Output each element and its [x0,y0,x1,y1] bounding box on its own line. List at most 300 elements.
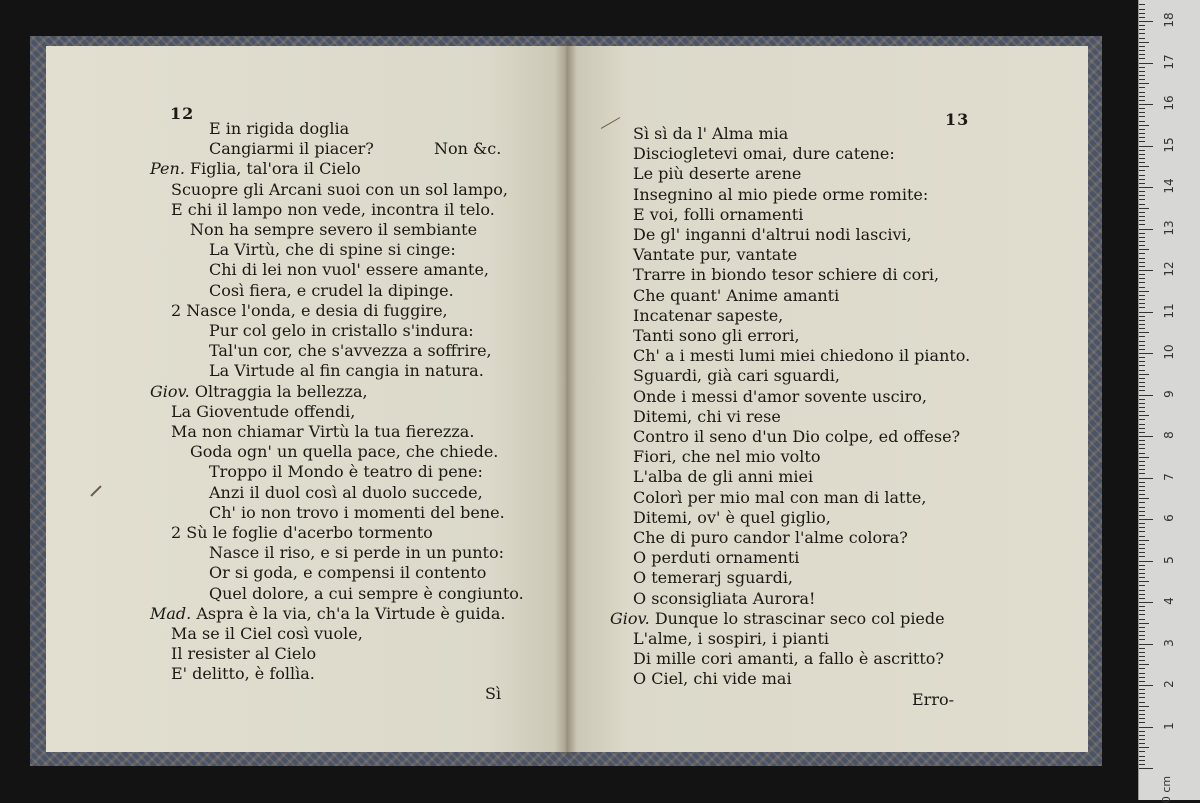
verse-line [171,302,448,320]
ruler-tick [1139,644,1153,645]
ruler-tick [1139,511,1145,512]
ruler-tick [1139,444,1145,445]
ruler-tick [1139,336,1145,337]
verse-text: Tanti sono gli errori, [633,326,800,345]
ruler-tick [1139,614,1145,615]
ruler-tick [1139,324,1145,325]
ruler-tick [1139,502,1145,503]
verse-line [633,266,939,284]
ruler-tick [1139,38,1145,39]
ruler-tick [1139,54,1145,55]
verse-text: Le più deserte arene [633,164,802,184]
verse-line [633,670,792,688]
verse-text: Incatenar sapeste, [633,305,784,325]
ruler-tick [1139,411,1145,412]
ruler-tick [1139,121,1145,122]
ruler-tick [1139,490,1145,491]
ruler-tick [1139,606,1145,607]
ruler-tick [1139,631,1145,632]
verse-line [209,322,474,340]
ruler-number: 6 [1162,514,1176,522]
ruler-tick [1139,548,1145,549]
ruler-tick [1139,602,1153,603]
ruler-tick [1139,133,1145,134]
ruler-tick [1139,428,1145,429]
ruler-tick [1139,17,1145,18]
ruler-tick [1139,25,1145,26]
verse-line [633,327,800,345]
ruler-tick [1139,681,1145,682]
ruler-tick [1139,365,1145,366]
ruler-tick [1139,320,1145,321]
speaker-name: Giov. [150,381,195,401]
verse-text: La Virtude al fin cangia in natura. [209,361,484,381]
ruler-tick [1139,478,1153,479]
ruler-tick [1139,660,1145,661]
ruler-tick [1139,448,1145,449]
ruler-tick [1139,104,1153,105]
ruler-tick [1139,457,1149,458]
ruler-tick [1139,652,1145,653]
ruler-tick [1139,453,1145,454]
ruler-tick [1139,756,1145,757]
verse-line [209,463,483,481]
ruler-tick [1139,137,1145,138]
stage-aside: Non &c. [434,139,502,159]
verse-line [209,544,504,562]
verse-line [171,423,474,441]
ruler-tick [1139,258,1145,259]
verse-line [150,605,505,623]
verse-text: Vantate pur, vantate [633,245,798,265]
ruler-tick [1139,179,1145,180]
ruler-tick [1139,668,1145,669]
ruler-tick [1139,556,1145,557]
ruler-tick [1139,527,1145,528]
verse-text: La Gioventude offendi, [171,401,356,421]
verse-text: Ma non chiamar Virtù la tua fierezza. [171,422,475,441]
ruler-tick [1139,204,1145,205]
verse-text: O temerarj sguardi, [633,568,794,588]
ruler-tick [1139,199,1145,200]
ruler-tick [1139,175,1145,176]
ruler-tick [1139,195,1145,196]
ruler-tick [1139,112,1145,113]
ruler-tick [1139,569,1145,570]
verse-line [633,549,799,567]
ruler-tick [1139,378,1145,379]
ruler-tick [1139,714,1145,715]
verse-line [633,650,944,668]
verse-line [209,342,492,360]
verse-text: Dunque lo strascinar seco col piede [654,608,945,628]
ruler-tick [1139,598,1145,599]
verse-line [633,206,803,224]
ruler-tick [1139,92,1145,93]
ruler-tick [1139,291,1149,292]
ruler-tick [1139,87,1145,88]
verse-line [633,489,926,507]
ruler-tick [1139,208,1149,209]
ruler-tick [1139,664,1149,665]
ruler-tick [1139,341,1145,342]
verse-text: L'alba de gli anni miei [633,467,814,487]
ruler-tick [1139,386,1145,387]
ruler-tick [1139,519,1153,520]
verse-line [171,201,495,219]
verse-text: Ma se il Ciel così vuole, [171,624,363,643]
ruler-number: 2 [1162,680,1176,688]
ruler-tick [1139,419,1145,420]
ruler-number: 7 [1162,472,1176,481]
ruler-tick [1139,220,1145,221]
verse-text: Cangiarmi il piacer? [209,139,374,159]
ruler-number: 15 [1162,136,1176,153]
ruler-tick [1139,274,1145,275]
ruler-tick [1139,33,1145,34]
verse-line [633,468,813,486]
ruler-tick [1139,407,1145,408]
verse-line [150,160,361,178]
ruler-tick [1139,540,1149,541]
verse-line [209,564,486,582]
ruler-tick [1139,731,1145,732]
ruler-tick [1139,552,1145,553]
ruler-tick [1139,67,1145,68]
speaker-name: Pen. [150,159,190,179]
ruler-tick [1139,345,1145,346]
ruler-tick [1139,627,1145,628]
verse-line [209,585,524,603]
ruler-number: 1 [1162,721,1176,730]
ruler-tick [1139,585,1145,586]
verse-text: De gl' inganni d'altrui nodi lascivi, [633,225,912,244]
ruler-tick [1139,610,1145,611]
ruler-tick [1139,689,1145,690]
ruler-tick [1139,245,1145,246]
ruler-tick [1139,594,1145,595]
ruler-tick [1139,299,1145,300]
ruler-tick [1139,96,1145,97]
ruler-tick [1139,42,1149,43]
ruler-tick [1139,46,1145,47]
verse-text: Figlia, tal'ora il Cielo [190,159,361,179]
verse-text: 2 Sù le foglie d'acerbo tormento [171,523,433,542]
verse-line [633,428,960,446]
verse-line [633,630,829,648]
verse-text: Il resister al Cielo [171,644,317,664]
ruler-number: 9 [1162,389,1176,398]
verse-text: Aspra è la via, ch'a la Virtude è guida. [196,603,506,623]
ruler-tick [1139,561,1153,562]
verse-line [171,403,355,421]
verse-line [610,610,945,628]
speaker-name: Giov. [610,608,655,628]
verse-text: E voi, folli ornamenti [633,204,804,224]
ruler-tick [1139,382,1145,383]
ruler-tick [1139,4,1145,5]
ruler-tick [1139,436,1153,437]
ruler-tick [1139,735,1145,736]
ruler-tick [1139,187,1153,188]
ruler-tick [1139,58,1145,59]
ruler-tick [1139,722,1145,723]
verse-line [633,246,797,264]
verse-line [633,388,927,406]
ruler-number: 5 [1162,555,1176,564]
ruler-tick [1139,170,1145,171]
ruler-tick [1139,403,1145,404]
ruler-tick [1139,399,1145,400]
verse-text: 2 Nasce l'onda, e desia di fuggire, [171,300,448,320]
ruler-tick [1139,747,1149,748]
ruler-tick [1139,727,1153,728]
ruler-tick [1139,710,1145,711]
ruler-number: 3 [1162,638,1176,647]
verse-text: Nasce il riso, e si perde in un punto: [209,543,504,563]
ruler-tick [1139,743,1145,744]
verse-text: L'alme, i sospiri, i pianti [633,629,829,648]
ruler-tick [1139,50,1145,51]
verse-text: Ditemi, ov' è quel giglio, [633,507,831,527]
ruler-tick [1139,768,1153,769]
ruler-tick [1139,440,1145,441]
verse-line [171,665,315,683]
verse-text: Così fiera, e crudel la dipinge. [209,280,454,300]
ruler-tick [1139,619,1145,620]
verse-text: O perduti ornamenti [633,548,800,568]
verse-line [633,408,781,426]
ruler-number: 17 [1162,53,1176,70]
verse-text: Trarre in biondo tesor schiere di cori, [633,265,940,285]
verse-line [633,226,912,244]
ruler-tick [1139,79,1145,80]
ruler-tick [1139,718,1145,719]
verse-text: La Virtù, che di spine si cinge: [209,240,456,260]
verse-line [633,165,801,183]
ruler-tick [1139,166,1149,167]
verse-text: Ditemi, chi vi rese [633,406,781,426]
ruler-tick [1139,498,1149,499]
ruler-tick [1139,374,1149,375]
ruler-tick [1139,129,1145,130]
ruler-tick [1139,531,1145,532]
ruler-tick [1139,760,1145,761]
verse-text: Non ha sempre severo il sembiante [190,220,478,239]
ruler-tick [1139,295,1145,296]
ruler-tick [1139,361,1145,362]
ruler-tick [1139,116,1145,117]
ruler-tick [1139,312,1153,313]
ruler-tick [1139,29,1145,30]
verse-text: E' delitto, è follìa. [171,664,315,684]
ruler-tick [1139,697,1145,698]
ruler-tick [1139,282,1145,283]
ruler-number: 12 [1162,261,1176,277]
ruler-tick [1139,486,1145,487]
verse-line [633,529,908,547]
verse-text: O sconsigliata Aurora! [633,588,816,608]
ruler-tick [1139,212,1145,213]
ruler-tick [1139,303,1145,304]
ruler-tick [1139,158,1145,159]
ruler-tick [1139,370,1145,371]
verse-text: Di mille cori amanti, a fallo è ascritto? [633,649,944,669]
verse-text: Pur col gelo in cristallo s'indura: [209,321,474,340]
verse-line [633,145,895,163]
verse-text: Ch' io non trovo i momenti del bene. [209,502,505,522]
ruler-tick [1139,75,1145,76]
ruler-tick [1139,266,1145,267]
verse-line [209,120,349,138]
ruler-tick [1139,465,1145,466]
ruler-tick [1139,13,1145,14]
ruler-tick [1139,216,1145,217]
ruler-tick [1139,639,1145,640]
verse-text: Goda ogn' un quella pace, che chiede. [190,442,499,462]
verse-text: Sì sì da l' Alma mia [633,124,789,143]
ruler-tick [1139,270,1153,271]
book-gutter [555,44,577,756]
verse-line [190,221,477,239]
ruler-unit-label: 0 cm [1160,775,1174,803]
ruler-tick [1139,395,1153,396]
ruler-tick [1139,100,1145,101]
ruler-tick [1139,233,1145,234]
verse-line [633,347,970,365]
verse-text: Che di puro candor l'alme colora? [633,528,908,547]
ruler-tick [1139,693,1145,694]
ruler-tick [1139,108,1145,109]
verse-line [171,645,316,663]
ruler-number: 11 [1162,302,1176,319]
ruler-tick [1139,125,1149,126]
ruler-number: 16 [1162,95,1176,111]
right-catchword: Erro- [912,690,955,709]
ruler-tick [1139,71,1145,72]
verse-text: Oltraggia la bellezza, [194,381,368,401]
verse-line [209,484,483,502]
right-page-number: 13 [945,110,970,129]
ruler-tick [1139,353,1153,354]
verse-line [209,261,489,279]
ruler-number: 4 [1162,597,1176,605]
ruler-tick [1139,332,1149,333]
verse-text: Anzi il duol così al duolo succede, [209,482,483,502]
ruler-tick [1139,461,1145,462]
ruler-tick [1139,590,1145,591]
verse-text: Quel dolore, a cui sempre è congiunto. [209,583,524,603]
ruler-tick [1139,536,1145,537]
ruler-tick [1139,241,1145,242]
verse-line [171,524,433,542]
verse-line [633,287,839,305]
verse-line [633,448,820,466]
ruler-tick [1139,191,1145,192]
ruler-tick [1139,544,1145,545]
verse-text: Che quant' Anime amanti [633,285,840,305]
ruler-tick [1139,278,1145,279]
ruler-tick [1139,328,1145,329]
ruler-tick [1139,482,1145,483]
ruler-tick [1139,673,1145,674]
ruler-tick [1139,237,1145,238]
ruler-tick [1139,253,1145,254]
ruler-tick [1139,523,1145,524]
verse-line [209,140,374,158]
ruler-tick [1139,390,1145,391]
ruler-tick [1139,307,1145,308]
verse-text: Disciogletevi omai, dure catene: [633,144,895,164]
verse-line [150,383,368,401]
ruler-number: 13 [1162,219,1176,236]
verse-line [633,590,815,608]
ruler-tick [1139,685,1153,686]
ruler-tick [1139,573,1145,574]
ruler-tick [1139,229,1153,230]
ruler-tick [1139,432,1145,433]
ruler-number: 8 [1162,431,1176,439]
verse-text: Chi di lei non vuol' essere amante, [209,260,489,280]
verse-text: Fiori, che nel mio volto [633,447,821,467]
ruler-tick [1139,162,1145,163]
verse-line [171,181,508,199]
ruler-tick [1139,515,1145,516]
ruler-tick [1139,415,1149,416]
speaker-name: Mad. [150,603,197,623]
verse-text: Contro il seno d'un Dio colpe, ed offese? [633,427,961,446]
ruler-tick [1139,507,1145,508]
verse-line [171,625,363,643]
ruler-tick [1139,635,1145,636]
verse-line [209,362,484,380]
ruler-tick [1139,63,1153,64]
ruler-tick [1139,751,1145,752]
ruler-tick [1139,648,1145,649]
verse-line [633,367,840,385]
verse-text: Or si goda, e compensi il contento [209,563,487,583]
verse-line [209,504,505,522]
ruler-tick [1139,262,1145,263]
verse-text: Sguardi, già cari sguardi, [633,366,840,386]
ruler-tick [1139,739,1145,740]
ruler-number: 18 [1162,12,1176,28]
ruler-tick [1139,424,1145,425]
ruler-tick [1139,357,1145,358]
ruler-tick [1139,469,1145,470]
ruler-tick [1139,494,1145,495]
ruler-tick [1139,21,1153,22]
ruler-tick [1139,224,1145,225]
ruler-tick [1139,249,1149,250]
verse-line [633,569,793,587]
ruler-tick [1139,349,1145,350]
verse-text: E in rigida doglia [209,119,350,138]
verse-text: Tal'un cor, che s'avvezza a soffrire, [209,341,492,361]
ruler-tick [1139,154,1145,155]
verse-line [633,125,788,143]
ruler-tick [1139,702,1145,703]
ruler-number: 14 [1162,178,1176,194]
left-page-number: 12 [170,104,195,123]
verse-text: Colorì per mio mal con man di latte, [633,487,927,507]
ruler-tick [1139,183,1145,184]
ruler-number: 10 [1162,344,1176,360]
verse-line [190,443,498,461]
left-catchword: Sì [485,684,502,703]
verse-line [633,307,783,325]
ruler-tick [1139,577,1145,578]
